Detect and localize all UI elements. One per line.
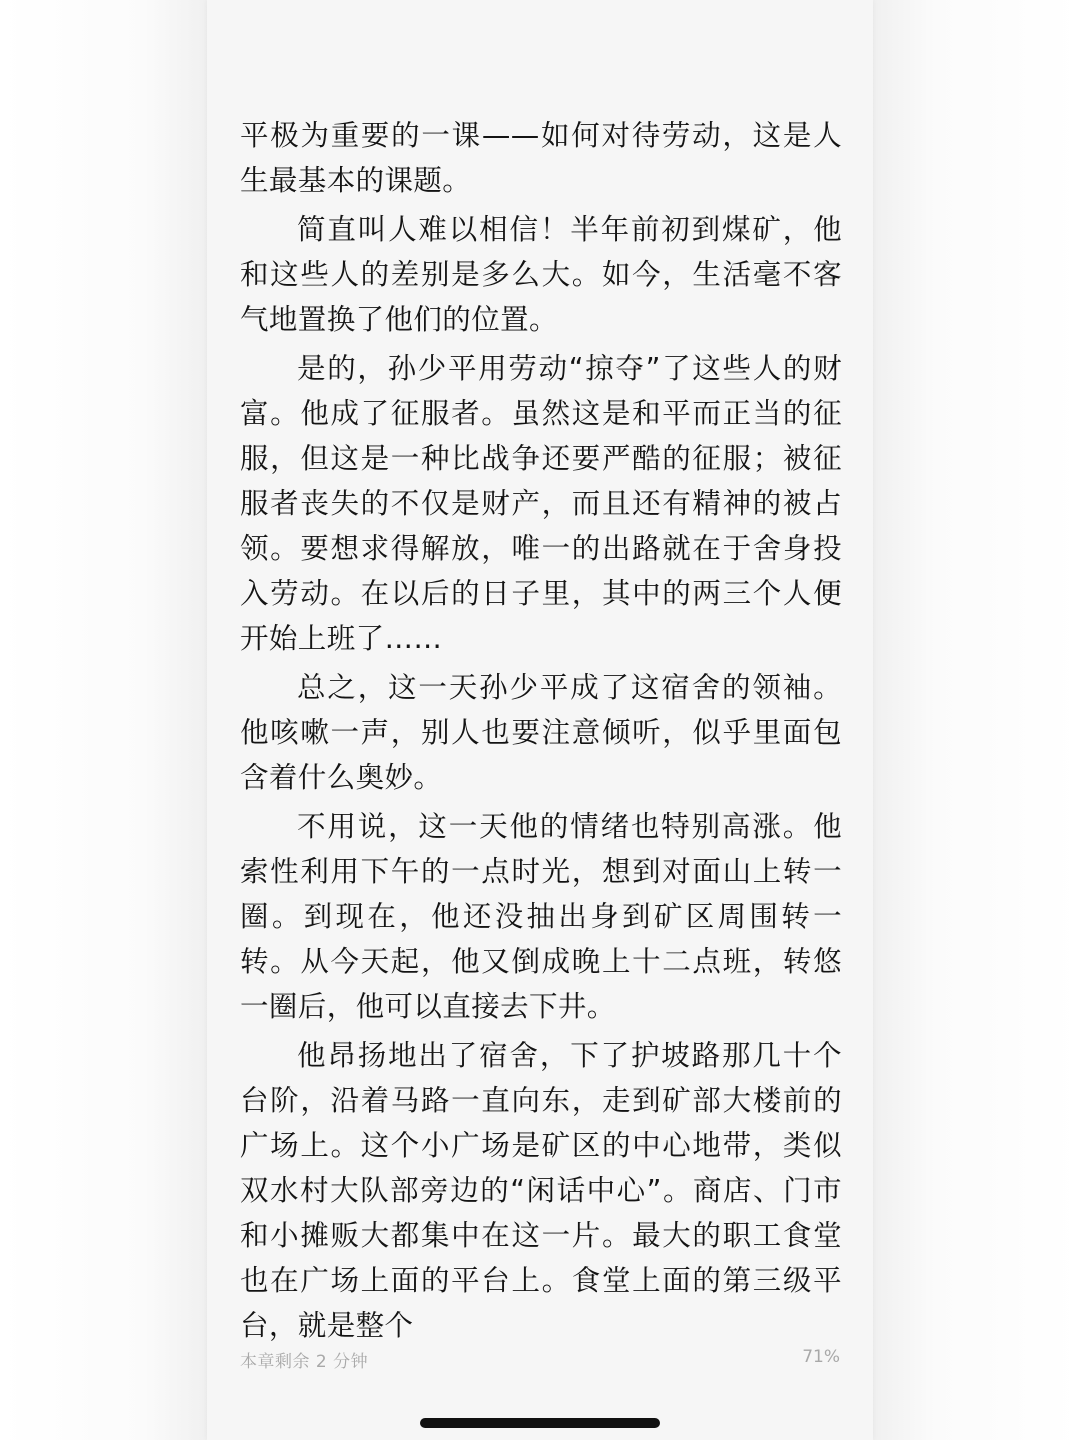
left-margin: [0, 0, 207, 1440]
paragraph: 是的，孙少平用劳动“掠夺”了这些人的财富。他成了征服者。虽然这是和平而正当的征服，但这是一种比战争还要严酷的征服；被征服者丧失的不仅是财产，而且还有精神的被占领。要想求得解放，唯一的出路就在于舍身投入劳动。在以后的日子里，其中的两三个人便开始上班了……: [240, 352, 842, 655]
paragraph: 平极为重要的一课——如何对待劳动，这是人生最基本的课题。: [240, 119, 842, 197]
paragraph: 他昂扬地出了宿舍，下了护坡路那几十个台阶，沿着马路一直向东，走到矿部大楼前的广场上。这个小广场是矿区的中心地带，类似双水村大队部旁边的“闲话中心”。商店、门市和小摊贩大都集中在这一片。最大的职工食堂也在广场上面的平台上。食堂上面的第三级平台，就是整个: [240, 1039, 842, 1342]
reading-progress: 71%: [802, 1347, 840, 1367]
home-indicator[interactable]: [420, 1418, 660, 1428]
paragraph: 不用说，这一天他的情绪也特别高涨。他索性利用下午的一点时光，想到对面山上转一圈。到现在，他还没抽出身到矿区周围转一转。从今天起，他又倒成晚上十二点班，转悠一圈后，他可以直接去下井。: [240, 810, 842, 1023]
right-margin: [873, 0, 1080, 1440]
paragraph: 总之，这一天孙少平成了这宿舍的领袖。他咳嗽一声，别人也要注意倾听，似乎里面包含着什么奥妙。: [240, 671, 842, 794]
reader-page[interactable]: [207, 0, 873, 1440]
reader-text[interactable]: [240, 113, 842, 1352]
chapter-remaining-time: 本章剩余 2 分钟: [240, 1352, 369, 1372]
paragraph: 简直叫人难以相信！半年前初到煤矿，他和这些人的差别是多么大。如今，生活毫不客气地置换了他们的位置。: [240, 213, 842, 336]
